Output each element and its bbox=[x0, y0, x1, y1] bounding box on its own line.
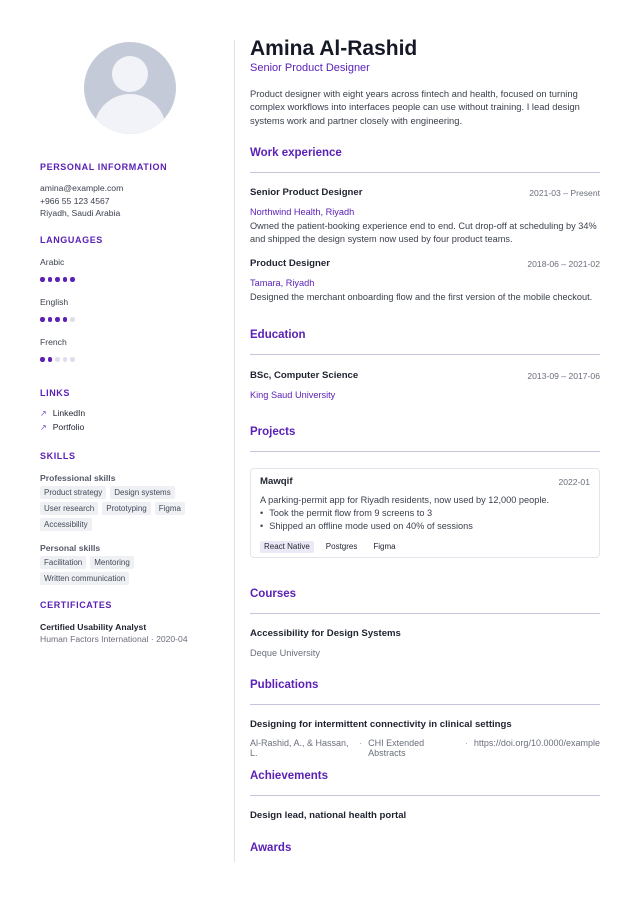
section-rule bbox=[250, 451, 600, 452]
personal-info-heading: PERSONAL INFORMATION bbox=[40, 162, 168, 172]
level-dot-empty bbox=[55, 357, 60, 362]
job-description: Owned the patient-booking experience end to end. Cut drop-off at scheduling by 34% and shipped the design system now used by four product teams. bbox=[250, 221, 597, 245]
skill-chip: Prototyping bbox=[102, 502, 150, 515]
level-dot-empty bbox=[63, 357, 68, 362]
job-org: Northwind Health, Riyadh bbox=[250, 207, 355, 217]
language-level bbox=[40, 317, 75, 322]
skill-chip: Accessibility bbox=[40, 518, 92, 531]
location: Riyadh, Saudi Arabia bbox=[40, 208, 121, 218]
job-dates: 2021-03 – Present bbox=[529, 188, 600, 198]
job-description: Designed the merchant onboarding flow and the first version of the mobile checkout. bbox=[250, 292, 593, 302]
links-heading: LINKS bbox=[40, 388, 70, 398]
awards-heading: Awards bbox=[250, 842, 292, 854]
level-dot-filled bbox=[55, 277, 60, 282]
project-tag: React Native bbox=[260, 541, 314, 553]
project-bullet: • Took the permit flow from 9 screens to 3 bbox=[260, 507, 473, 520]
language-name: French bbox=[40, 337, 67, 347]
certificate-name: Certified Usability Analyst bbox=[40, 622, 147, 632]
column-divider bbox=[234, 40, 235, 862]
publication-authors: Al-Rashid, A., & Hassan, L. bbox=[250, 738, 349, 758]
job-org: Tamara, Riyadh bbox=[250, 278, 315, 288]
candidate-name: Amina Al-Rashid bbox=[250, 37, 418, 60]
project-description: A parking-permit app for Riyadh residents, now used by 12,000 people. bbox=[260, 495, 550, 505]
language-name: English bbox=[40, 297, 69, 307]
language-level bbox=[40, 357, 75, 362]
external-link-icon: ↗ bbox=[40, 408, 47, 418]
level-dot-filled bbox=[70, 277, 75, 282]
level-dot-filled bbox=[40, 277, 45, 282]
candidate-title: Senior Product Designer bbox=[250, 62, 370, 74]
link-linkedin[interactable] bbox=[40, 408, 85, 418]
skill-chip: Design systems bbox=[110, 486, 174, 499]
separator: · bbox=[359, 738, 363, 748]
education-heading: Education bbox=[250, 329, 306, 341]
project-bullets bbox=[260, 507, 473, 533]
skill-chip: User research bbox=[40, 502, 98, 515]
section-rule bbox=[250, 704, 600, 705]
projects-heading: Projects bbox=[250, 426, 296, 438]
avatar-head-shape bbox=[112, 56, 148, 92]
project-card bbox=[250, 468, 600, 558]
skill-chip: Product strategy bbox=[40, 486, 106, 499]
course-name: Accessibility for Design Systems bbox=[250, 628, 401, 639]
education-dates: 2013-09 – 2017-06 bbox=[527, 371, 600, 381]
link-label: LinkedIn bbox=[52, 408, 86, 418]
section-rule bbox=[250, 354, 600, 355]
separator: · bbox=[464, 738, 468, 748]
publication-title: Designing for intermittent connectivity in clinical settings bbox=[250, 719, 512, 730]
link-portfolio[interactable] bbox=[40, 422, 84, 432]
language-name: Arabic bbox=[40, 257, 65, 267]
courses-heading: Courses bbox=[250, 588, 297, 600]
project-tag: Figma bbox=[373, 542, 396, 551]
level-dot-filled bbox=[63, 277, 68, 282]
personal-skills-list bbox=[40, 556, 215, 585]
project-bullet: • Shipped an offline mode used on 40% of sessions bbox=[260, 520, 473, 533]
level-dot-filled bbox=[48, 277, 53, 282]
avatar-body-shape bbox=[94, 94, 166, 134]
work-heading: Work experience bbox=[250, 147, 342, 159]
skill-chip: Written communication bbox=[40, 572, 129, 585]
level-dot-empty bbox=[70, 317, 75, 322]
project-date: 2022-01 bbox=[558, 477, 590, 487]
publication-meta bbox=[250, 738, 600, 758]
level-dot-filled bbox=[63, 317, 68, 322]
level-dot-filled bbox=[40, 357, 45, 362]
job-title: Senior Product Designer bbox=[250, 187, 363, 198]
phone[interactable]: +966 55 123 4567 bbox=[40, 195, 110, 206]
school: King Saud University bbox=[250, 390, 336, 400]
skills-heading: SKILLS bbox=[40, 451, 76, 461]
level-dot-filled bbox=[40, 317, 45, 322]
section-rule bbox=[250, 795, 600, 796]
achievement-item: Design lead, national health portal bbox=[250, 810, 407, 821]
skill-chip: Mentoring bbox=[90, 556, 134, 569]
skill-chip: Figma bbox=[155, 502, 185, 515]
project-name: Mawqif bbox=[260, 476, 293, 487]
achievements-heading: Achievements bbox=[250, 770, 328, 782]
external-link-icon: ↗ bbox=[40, 422, 47, 432]
skill-chip: Facilitation bbox=[40, 556, 86, 569]
section-rule bbox=[250, 613, 600, 614]
personal-skills-label: Personal skills bbox=[40, 543, 101, 553]
section-rule bbox=[250, 172, 600, 173]
project-tag: Postgres bbox=[325, 542, 358, 551]
level-dot-filled bbox=[48, 317, 53, 322]
publications-heading: Publications bbox=[250, 679, 319, 691]
certificate-issuer: Human Factors International · 2020-04 bbox=[40, 634, 188, 644]
professional-skills-list bbox=[40, 486, 215, 531]
degree: BSc, Computer Science bbox=[250, 370, 359, 381]
level-dot-filled bbox=[48, 357, 53, 362]
project-tags bbox=[260, 541, 400, 553]
course-provider: Deque University bbox=[250, 648, 320, 658]
language-level bbox=[40, 277, 75, 282]
email[interactable]: amina@example.com bbox=[40, 183, 124, 193]
publication-venue: CHI Extended Abstracts bbox=[368, 738, 425, 758]
link-label: Portfolio bbox=[52, 422, 85, 432]
avatar bbox=[84, 42, 176, 134]
job-title: Product Designer bbox=[250, 258, 330, 269]
summary: Product designer with eight years across fintech and health, focused on turning complex workflows into interfaces people can use without training. I lead design systems work and partner closely with engineering. bbox=[250, 88, 580, 126]
languages-heading: LANGUAGES bbox=[40, 235, 103, 245]
level-dot-empty bbox=[70, 357, 75, 362]
publication-link[interactable]: https://doi.org/10.0000/example bbox=[473, 738, 600, 748]
level-dot-filled bbox=[55, 317, 60, 322]
certificates-heading: CERTIFICATES bbox=[40, 600, 113, 610]
professional-skills-label: Professional skills bbox=[40, 473, 116, 483]
job-dates: 2018-06 – 2021-02 bbox=[527, 259, 600, 269]
